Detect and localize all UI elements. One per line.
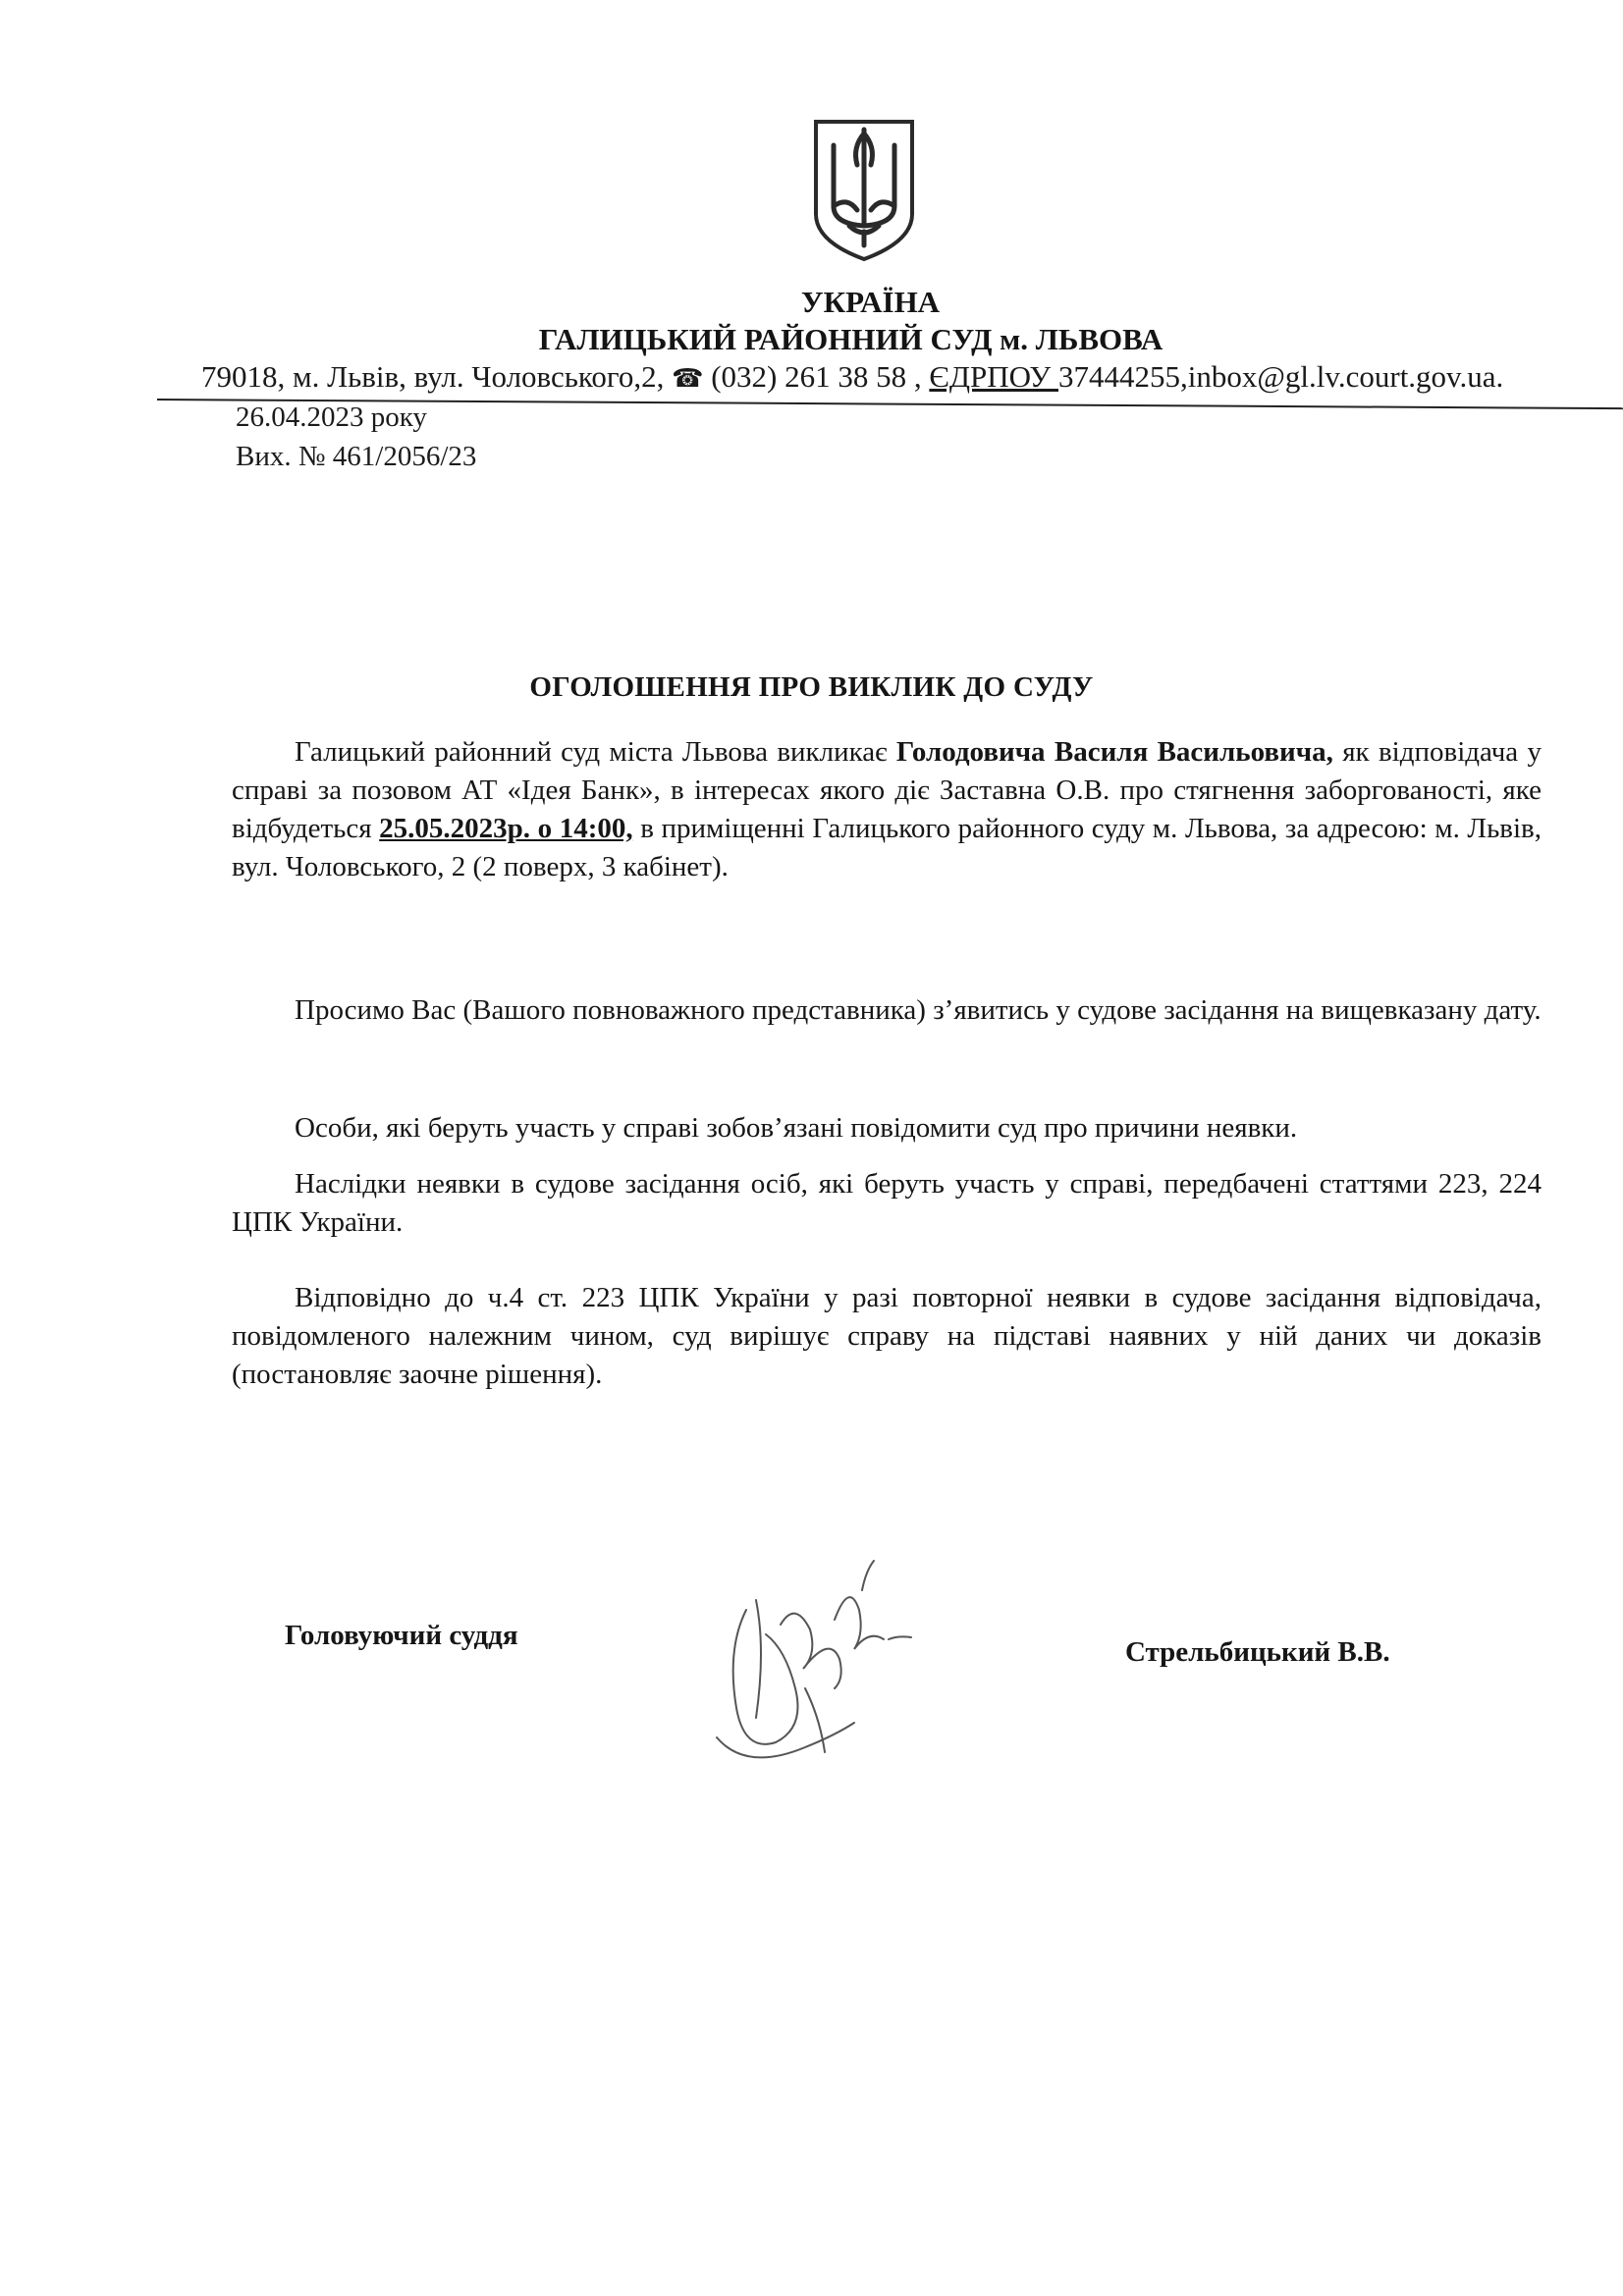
document-title: ОГОЛОШЕННЯ ПРО ВИКЛИК ДО СУДУ	[529, 671, 1094, 703]
p1-text-c: в приміщенні Галицького районного суду м. Львова, за адресою: м. Львів, вул. Чоловського, 2 (2 поверх, 3 кабінет).	[232, 813, 1542, 882]
court-name-heading: ГАЛИЦЬКИЙ РАЙОННИЙ СУД м. ЛЬВОВА	[538, 322, 1163, 356]
paragraph-default-judgment: Відповідно до ч.4 ст. 223 ЦПК України у разі повторної неявки в судове засідання відповідача, повідомленого належним чином, суд вирішує справу на підставі наявних у ній даних чи доказів (постановляє заочне рішення).	[232, 1282, 1542, 1390]
court-address: 79018, м. Львів, вул. Чоловського,2,	[201, 359, 665, 394]
country-heading: УКРАЇНА	[800, 285, 941, 319]
court-contacts	[201, 359, 1615, 397]
paragraph-obligation: Особи, які беруть участь у справі зобов’язані повідомити суд про причини неявки.	[295, 1112, 1298, 1144]
p1-text-a: Галицький районний суд міста Львова викликає	[295, 736, 896, 768]
edrpou-label: ЄДРПОУ	[929, 359, 1058, 394]
ukraine-trident-emblem-icon	[810, 116, 918, 263]
phone-icon: ☎	[672, 364, 704, 393]
edrpou-email: 37444255,inbox@gl.lv.court.gov.ua.	[1057, 359, 1504, 394]
paragraph-consequences: Наслідки неявки в судове засідання осіб, які беруть участь у справі, передбачені статтями 223, 224 ЦПК України.	[232, 1168, 1542, 1238]
document-date: 26.04.2023 року	[236, 401, 427, 433]
judge-position: Головуючий суддя	[285, 1620, 518, 1651]
handwritten-signature-icon	[687, 1541, 933, 1777]
paragraph-request: Просимо Вас (Вашого повноважного представника) з’явитись у судове засідання на вищевказану дату.	[295, 994, 1542, 1026]
defendant-name: Голодовича Василя Васильовича,	[895, 736, 1333, 768]
outgoing-number: Вих. № 461/2056/23	[236, 441, 477, 472]
paragraph-summons	[232, 733, 1542, 886]
judge-name: Стрельбицький В.В.	[1125, 1636, 1390, 1668]
p1-text-b: як відповідача у справі за позовом АТ «Ідея Банк», в інтересах якого діє Заставна О.В. про стягнення заборгованості, яке відбудеться	[232, 736, 1542, 844]
hearing-datetime: 25.05.2023р. о 14:00,	[379, 813, 633, 844]
court-phone: (032) 261 38 58 ,	[711, 359, 922, 394]
